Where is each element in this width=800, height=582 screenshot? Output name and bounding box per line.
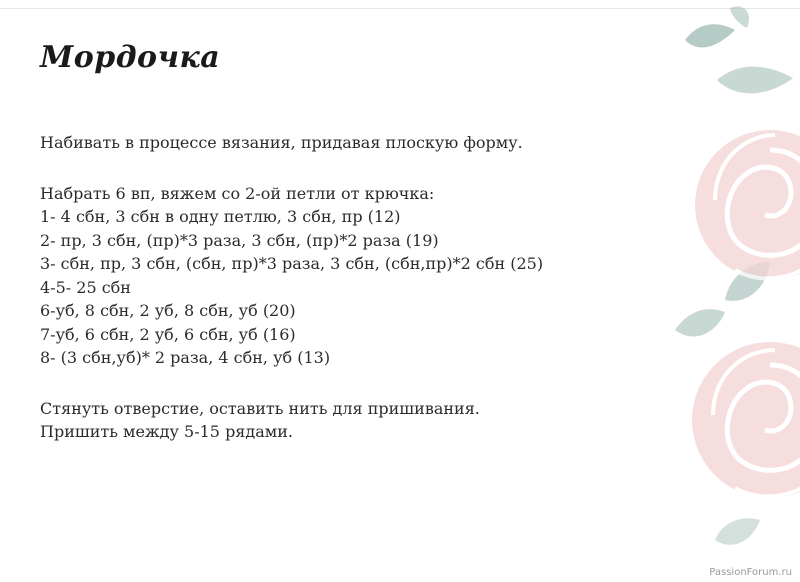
pattern-text xyxy=(40,131,640,444)
leaf-icon xyxy=(675,309,725,336)
leaf-icon xyxy=(730,6,749,28)
rose-icon xyxy=(692,342,800,498)
pattern-row: 6-уб, 8 сбн, 2 уб, 8 сбн, уб (20) xyxy=(40,301,296,320)
rose-decoration xyxy=(675,0,800,582)
leaf-icon xyxy=(685,24,735,47)
page-title: Мордочка xyxy=(40,40,221,75)
pattern-row: 2- пр, 3 сбн, (пр)*3 раза, 3 сбн, (пр)*2 раза (19) xyxy=(40,230,439,250)
intro-text: Набивать в процессе вязания, придавая плоскую форму. xyxy=(40,133,523,152)
pattern-row: 4-5- 25 сбн xyxy=(40,277,131,297)
leaf-icon xyxy=(715,518,760,545)
pattern-row: 3- сбн, пр, 3 сбн, (сбн, пр)*3 раза, 3 сбн, (сбн,пр)*2 сбн (25) xyxy=(40,254,544,273)
pattern-row: 8- (3 сбн,уб)* 2 раза, 4 сбн, уб (13) xyxy=(40,348,331,367)
setup-text: Набрать 6 вп, вяжем со 2-ой петли от крючка: xyxy=(40,183,435,203)
pattern-row: 1- 4 сбн, 3 сбн в одну петлю, 3 сбн, пр (12) xyxy=(40,207,401,226)
rose-icon xyxy=(695,130,800,280)
leaf-icon xyxy=(717,67,793,94)
finish-text: Стянуть отверстие, оставить нить для пришивания. xyxy=(40,398,480,418)
finish-text: Пришить между 5-15 рядами. xyxy=(40,422,293,441)
watermark: PassionForum.ru xyxy=(709,567,792,578)
pattern-row: 7-уб, 6 сбн, 2 уб, 6 сбн, уб (16) xyxy=(40,324,296,344)
